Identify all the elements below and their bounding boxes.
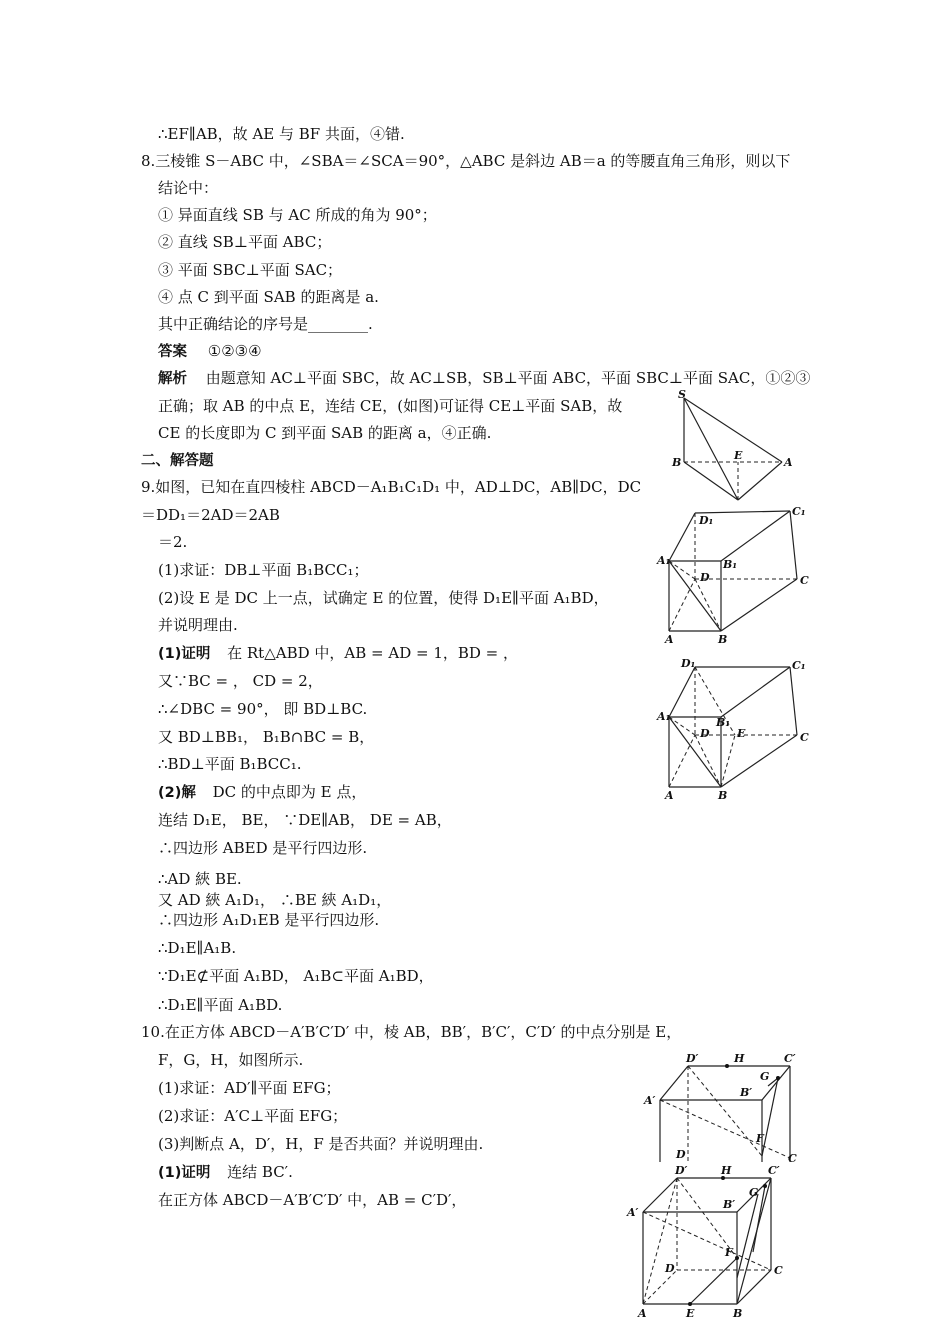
line-22: 又 BD⊥BB₁， B₁B∩BC = B，: [158, 728, 375, 746]
line-17: (2)设 E 是 DC 上一点，试确定 E 的位置，使得 D₁E∥平面 A₁BD，: [158, 589, 609, 607]
line-21: ∴∠DBC = 90°， 即 BD⊥BC.: [158, 700, 368, 718]
line-20: 又∵BC = ， CD = 2，: [158, 672, 323, 690]
fig5-label-Cp: C′: [768, 1164, 780, 1177]
fig1-label-A: A: [784, 456, 793, 469]
solve2-text: DC 的中点即为 E 点，: [212, 783, 367, 801]
fig5-label-C: C: [774, 1264, 783, 1277]
line-31: ∵D₁E⊄平面 A₁BD， A₁B⊂平面 A₁BD，: [158, 967, 434, 985]
solve2-label: (2)解: [158, 785, 196, 801]
fig2-label-D: D: [700, 571, 710, 584]
fig4-label-Bp: B′: [740, 1086, 753, 1099]
fig4-label-D: D: [676, 1148, 686, 1161]
line-5: ③ 平面 SBC⊥平面 SAC；: [158, 261, 343, 279]
answer-line: [158, 341, 262, 362]
prism-figure-1: [655, 503, 815, 648]
proof1-line: [158, 643, 518, 664]
fig3-label-C1: C₁: [792, 659, 806, 672]
fig2-label-B1: B₁: [723, 558, 738, 571]
answer-value: ①②③④: [207, 342, 262, 360]
proof10-label: (1)证明: [158, 1165, 211, 1181]
answer-label: 答案: [158, 344, 187, 360]
fig5-label-Dp: D′: [675, 1164, 688, 1177]
cube-figure-1: [640, 1050, 810, 1165]
fig4-label-F: F: [756, 1132, 764, 1145]
cube-figure-2: [625, 1162, 795, 1320]
line-10: 正确；取 AB 的中点 E，连结 CE，(如图)可证得 CE⊥平面 SAB，故: [158, 397, 623, 415]
proof10-line: [158, 1162, 293, 1183]
fig3-label-A1: A₁: [657, 710, 671, 723]
fig3-label-B1: B₁: [716, 716, 731, 729]
line-32: ∴D₁E∥平面 A₁BD.: [158, 996, 283, 1014]
fig4-label-Ap: A′: [644, 1094, 656, 1107]
fig5-label-F: F: [725, 1246, 733, 1259]
fig5-label-A: A: [638, 1307, 647, 1320]
line-13: 9.如图，已知在直四棱柱 ABCD－A₁B₁C₁D₁ 中，AD⊥DC，AB∥DC，DC: [141, 478, 642, 496]
proof1-text: 在 Rt△ABD 中，AB = AD = 1，BD = ，: [227, 644, 519, 662]
pyramid-figure: [668, 388, 798, 506]
line-4: ② 直线 SB⊥平面 ABC；: [158, 233, 332, 251]
analysis-line: [158, 368, 810, 389]
proof10-text: 连结 BC′.: [227, 1163, 293, 1181]
fig2-label-B: B: [718, 633, 728, 646]
proof1-label: (1)证明: [158, 646, 211, 662]
line-33: 10.在正方体 ABCD－A′B′C′D′ 中，棱 AB，BB′，B′C′，C′D′ 的中点分别是 E，: [141, 1023, 682, 1041]
fig5-label-D: D: [665, 1262, 675, 1275]
fig2-label-D1: D₁: [699, 514, 714, 527]
line-28: 又 AD 綊 A₁D₁， ∴BE 綊 A₁D₁，: [158, 891, 392, 909]
line-2: 结论中：: [158, 179, 219, 197]
fig3-label-A: A: [665, 789, 674, 802]
line-25: 连结 D₁E， BE， ∵DE∥AB， DE = AB，: [158, 811, 452, 829]
solve2-line: [158, 782, 366, 803]
fig2-label-C: C: [800, 574, 809, 587]
fig4-label-H: H: [734, 1052, 745, 1065]
line-37: (3)判断点 A，D′，H，F 是否共面？并说明理由.: [158, 1135, 484, 1153]
analysis-label: 解析: [158, 371, 187, 387]
fig3-label-C: C: [800, 731, 809, 744]
line-27: ∴AD 綊 BE.: [158, 870, 242, 888]
fig4-label-C: C: [788, 1152, 797, 1165]
line-34: F，G，H，如图所示.: [158, 1051, 304, 1069]
section-heading: 二、解答题: [141, 453, 214, 469]
fig5-label-E: E: [686, 1307, 695, 1320]
line-16: (1)求证：DB⊥平面 B₁BCC₁；: [158, 561, 369, 579]
line-7: 其中正确结论的序号是________.: [158, 315, 373, 333]
fig3-label-B: B: [718, 789, 728, 802]
fig2-label-C1: C₁: [792, 505, 806, 518]
fig5-label-Bp: B′: [723, 1198, 736, 1211]
line-23: ∴BD⊥平面 B₁BCC₁.: [158, 755, 302, 773]
fig4-label-Cp: C′: [784, 1052, 796, 1065]
fig2-label-A1: A₁: [657, 554, 671, 567]
line-35: (1)求证：AD′∥平面 EFG；: [158, 1079, 341, 1097]
line-26: ∴四边形 ABED 是平行四边形.: [158, 839, 368, 857]
line-29: ∴四边形 A₁D₁EB 是平行四边形.: [158, 911, 380, 929]
prism-figure-2: [655, 655, 815, 803]
fig1-label-S: S: [678, 388, 686, 401]
line-1: 8.三棱锥 S－ABC 中，∠SBA＝∠SCA＝90°，△ABC 是斜边 AB＝a 的等腰直角三角形，则以下: [141, 152, 791, 170]
fig4-label-Dp: D′: [686, 1052, 699, 1065]
analysis-text: 由题意知 AC⊥平面 SBC，故 AC⊥SB，SB⊥平面 ABC，平面 SBC⊥平面 SAC，①②③: [205, 369, 811, 387]
line-0: ∴EF∥AB，故 AE 与 BF 共面，④错.: [158, 125, 405, 143]
fig5-label-B: B: [733, 1307, 743, 1320]
line-15: ＝2.: [158, 533, 188, 551]
fig5-label-Ap: A′: [627, 1206, 639, 1219]
fig3-label-D: D: [700, 727, 710, 740]
fig5-label-H: H: [721, 1164, 732, 1177]
line-11: CE 的长度即为 C 到平面 SAB 的距离 a，④正确.: [158, 424, 492, 442]
fig1-label-E: E: [734, 449, 743, 462]
line-3: ① 异面直线 SB 与 AC 所成的角为 90°；: [158, 206, 437, 224]
fig2-label-A: A: [665, 633, 674, 646]
fig1-label-B: B: [672, 456, 682, 469]
line-36: (2)求证：A′C⊥平面 EFG；: [158, 1107, 348, 1125]
line-30: ∴D₁E∥A₁B.: [158, 939, 237, 957]
fig3-label-D1: D₁: [681, 657, 696, 670]
line-18: 并说明理由.: [158, 616, 238, 634]
line-39: 在正方体 ABCD－A′B′C′D′ 中，AB = C′D′，: [158, 1191, 467, 1209]
fig3-label-E: E: [737, 727, 746, 740]
line-14: ＝DD₁＝2AD＝2AB: [141, 506, 280, 524]
fig5-label-G: G: [749, 1186, 759, 1199]
fig4-label-G: G: [760, 1070, 770, 1083]
line-6: ④ 点 C 到平面 SAB 的距离是 a.: [158, 288, 379, 306]
